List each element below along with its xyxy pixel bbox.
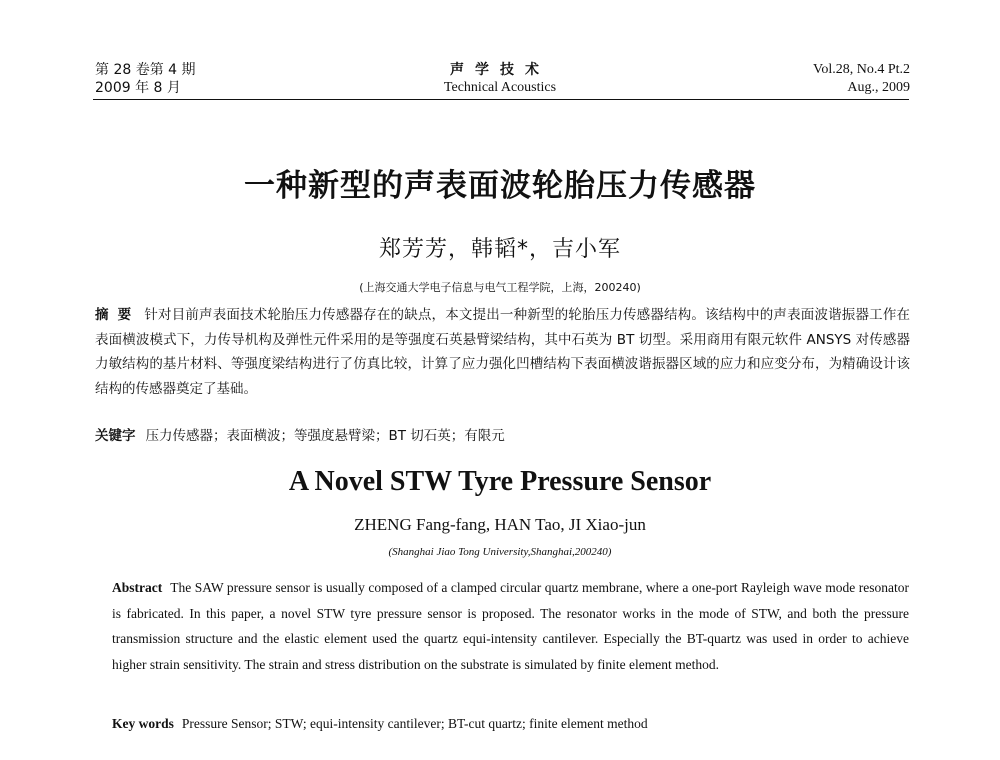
abstract-en-label: Abstract bbox=[112, 580, 163, 595]
abstract-en bbox=[112, 575, 909, 677]
keywords-en-text: Pressure Sensor; STW; equi-intensity cantilever; BT-cut quartz; finite element method bbox=[181, 716, 648, 731]
volume-issue-cn: 第 28 卷第 4 期 bbox=[95, 62, 196, 78]
paper-title-cn: 一种新型的声表面波轮胎压力传感器 bbox=[244, 168, 756, 204]
volume-issue-en: Vol.28, No.4 Pt.2 bbox=[813, 62, 910, 77]
journal-name-en: Technical Acoustics bbox=[443, 80, 557, 95]
affiliation-en: (Shanghai Jiao Tong University,Shanghai,200240) bbox=[388, 546, 612, 558]
keywords-cn-text: 压力传感器；表面横波；等强度悬臂梁；BT 切石英；有限元 bbox=[145, 428, 505, 444]
paper-title-en: A Novel STW Tyre Pressure Sensor bbox=[288, 466, 712, 497]
abstract-cn bbox=[95, 303, 910, 401]
journal-name bbox=[350, 61, 650, 97]
date-cn: 2009 年 8 月 bbox=[95, 80, 181, 96]
abstract-en-text: The SAW pressure sensor is usually composed of a clamped circular quartz membrane, where a one-port Rayleigh wave mode resonator is fabricated. In this paper, a novel STW tyre pressure sensor is proposed. The resonator works in the mode of STW, and both the pressure transmission structure and the elastic element used the quartz equi-intensity cantilever. Especially the BT-quartz was used in order to achieve higher strain sensitivity. The strain and stress distribution on the substrate is simulated by finite element method. bbox=[112, 580, 909, 672]
date-en: Aug., 2009 bbox=[847, 80, 910, 95]
journal-volume-issue bbox=[95, 61, 196, 97]
affiliation-cn: (上海交通大学电子信息与电气工程学院，上海，200240) bbox=[359, 281, 641, 294]
keywords-en bbox=[112, 714, 909, 734]
abstract-cn-label: 摘要 bbox=[95, 307, 141, 323]
journal-name-cn: 声学技术 bbox=[450, 62, 550, 78]
authors-en: ZHENG Fang-fang, HAN Tao, JI Xiao-jun bbox=[354, 515, 646, 534]
keywords-en-label: Key words bbox=[112, 716, 174, 731]
keywords-cn-label: 关键字 bbox=[95, 428, 136, 444]
journal-volume-en bbox=[813, 61, 910, 97]
header-rule bbox=[93, 99, 909, 100]
abstract-cn-text: 针对目前声表面技术轮胎压力传感器存在的缺点，本文提出一种新型的轮胎压力传感器结构。该结构中的声表面波谐振器工作在表面横波模式下，力传导机构及弹性元件采用的是等强度石英悬臂梁结构，其中石英为 BT 切型。采用商用有限元软件 ANSYS 对传感器力敏结构的基片材料、等强度梁结构进行了仿真比较，计算了应力强化凹槽结构下表面横波谐振器区域的应力和应变分布，为精确设计该结构的传感器奠定了基础。 bbox=[95, 307, 911, 397]
authors-cn: 郑芳芳，韩韬*，吉小军 bbox=[378, 237, 621, 262]
keywords-cn bbox=[95, 426, 910, 446]
